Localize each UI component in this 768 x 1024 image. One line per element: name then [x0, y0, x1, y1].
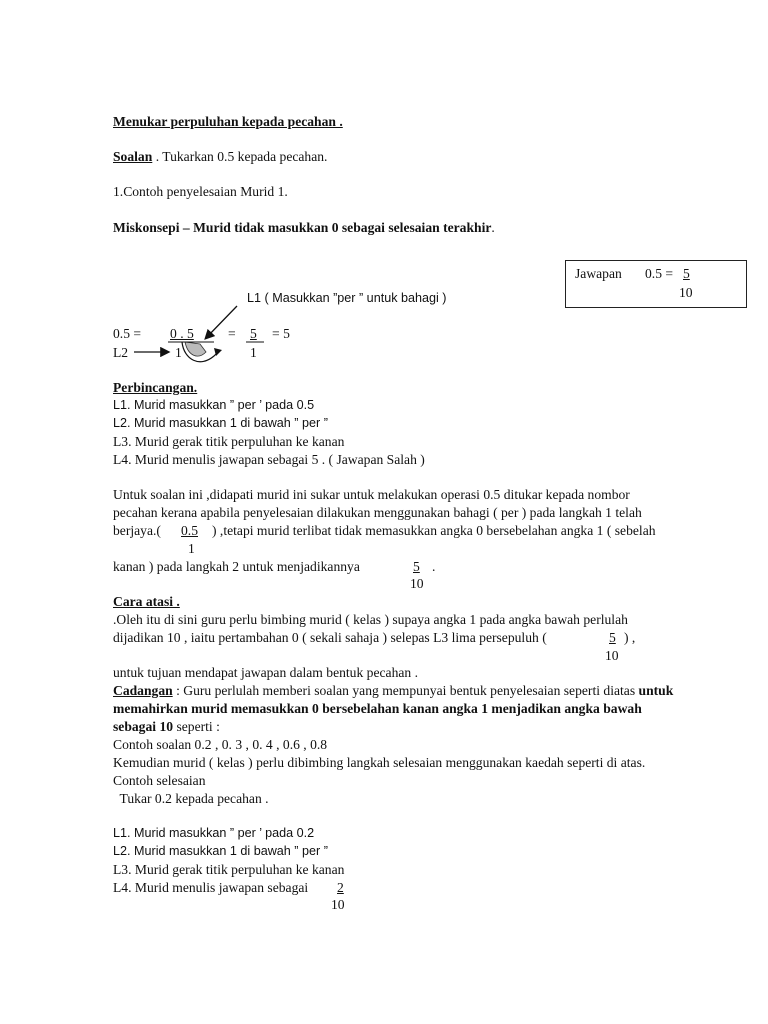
para1-line3-start: berjaya.(: [113, 523, 161, 538]
cara-atasi-line: untuk tujuan mendapat jawapan dalam bentuk pecahan .: [113, 665, 418, 680]
soalan-text: . Tukarkan 0.5 kepada pecahan.: [152, 149, 328, 164]
cadangan-line2: memahirkan murid memasukkan 0 bersebelahan kanan angka 1 menjadikan angka bawah: [113, 701, 642, 716]
miskonsepsi-bold: Miskonsepi – Murid tidak masukkan 0 sebagai selesaian terakhir: [113, 220, 492, 235]
diagram-eq: =: [228, 326, 236, 341]
para1-line4-end: .: [432, 559, 436, 574]
perbincangan-heading: Perbincangan.: [113, 380, 198, 395]
para1-line3-end: ) ,tetapi murid terlibat tidak memasukkan angka 0 bersebelahan angka 1 ( sebelah: [212, 523, 656, 538]
tukar-line: Tukar 0.2 kepada pecahan .: [113, 791, 269, 806]
final-numerator: 2: [337, 880, 344, 895]
perbincangan-step: L3. Murid gerak titik perpuluhan ke kanan: [113, 434, 345, 449]
para1-line: Untuk soalan ini ,didapati murid ini sukar untuk melakukan operasi 0.5 ditukar kepada nombor: [113, 487, 630, 502]
answer-numerator: 5: [683, 266, 690, 281]
answer-denominator: 10: [679, 285, 693, 300]
kemudian-line: Kemudian murid ( kelas ) perlu dibimbing langkah selesaian menggunakan kaedah seperti di atas.: [113, 755, 646, 770]
steps2-item: L2. Murid masukkan 1 di bawah ” per ”: [113, 844, 328, 858]
diagram-mid-denominator: 1: [175, 345, 182, 360]
diagram-result: = 5: [272, 326, 290, 341]
soalan-label: Soalan: [113, 149, 153, 164]
cara-atasi-heading: Cara atasi .: [113, 594, 180, 609]
diagram-lhs: 0.5 =: [113, 326, 142, 341]
page-title: Menukar perpuluhan kepada pecahan .: [113, 114, 343, 129]
cara-atasi-numerator: 5: [609, 630, 616, 645]
diagram-right-numerator: 5: [250, 326, 257, 341]
steps2-item: L4. Murid menulis jawapan sebagai: [113, 880, 309, 895]
para1-line4-numerator: 5: [413, 559, 420, 574]
steps2-item: L1. Murid masukkan ” per ’ pada 0.2: [113, 826, 315, 840]
cadangan-heading: Cadangan: [113, 683, 173, 698]
contoh-soalan: Contoh soalan 0.2 , 0. 3 , 0. 4 , 0.6 , 0.8: [113, 737, 328, 752]
para1-fraction-numerator: 0.5: [181, 523, 198, 538]
cara-atasi-line: .Oleh itu di sini guru perlu bimbing murid ( kelas ) supaya angka 1 pada angka bawah perlulah: [113, 612, 628, 627]
perbincangan-step: L2. Murid masukkan 1 di bawah ” per ”: [113, 416, 328, 430]
contoh-selesaian: Contoh selesaian: [113, 773, 206, 788]
final-denominator: 10: [331, 897, 345, 912]
l2-label: L2: [113, 345, 129, 360]
perbincangan-step: L1. Murid masukkan ” per ’ pada 0.5: [113, 398, 315, 412]
para1-line4-start: kanan ) pada langkah 2 untuk menjadikannya: [113, 559, 360, 574]
para1-line4-denominator: 10: [410, 576, 424, 591]
miskonsepsi-tail: .: [491, 220, 495, 235]
answer-label: Jawapan: [575, 266, 622, 281]
cadangan-line3-text: seperti :: [173, 719, 220, 734]
cadangan-line3-bold: sebagai 10: [113, 719, 174, 734]
answer-expr: 0.5 =: [645, 266, 674, 281]
cadangan-bold: untuk: [638, 683, 674, 698]
cadangan-text: : Guru perlulah memberi soalan yang mempunyai bentuk penyelesaian seperti diatas: [172, 683, 639, 698]
para1-fraction-denominator: 1: [188, 541, 195, 556]
diagram-mid-numerator: 0 . 5: [170, 326, 194, 341]
para1-line: pecahan kerana apabila penyelesaian dilakukan menggunakan bahagi ( per ) pada langkah 1 telah: [113, 505, 642, 520]
cara-atasi-denominator: 10: [605, 648, 619, 663]
perbincangan-step: L4. Murid menulis jawapan sebagai 5 . ( Jawapan Salah ): [113, 452, 425, 467]
diagram-right-denominator: 1: [250, 345, 257, 360]
steps2-item: L3. Murid gerak titik perpuluhan ke kanan: [113, 862, 345, 877]
l1-note: L1 ( Masukkan ”per ” untuk bahagi ): [247, 291, 447, 305]
contoh1-line: 1.Contoh penyelesaian Murid 1.: [113, 184, 288, 199]
cara-atasi-line2-end: ) ,: [624, 630, 636, 645]
cara-atasi-line2-start: dijadikan 10 , iaitu pertambahan 0 ( sekali sahaja ) selepas L3 lima persepuluh (: [113, 630, 547, 645]
